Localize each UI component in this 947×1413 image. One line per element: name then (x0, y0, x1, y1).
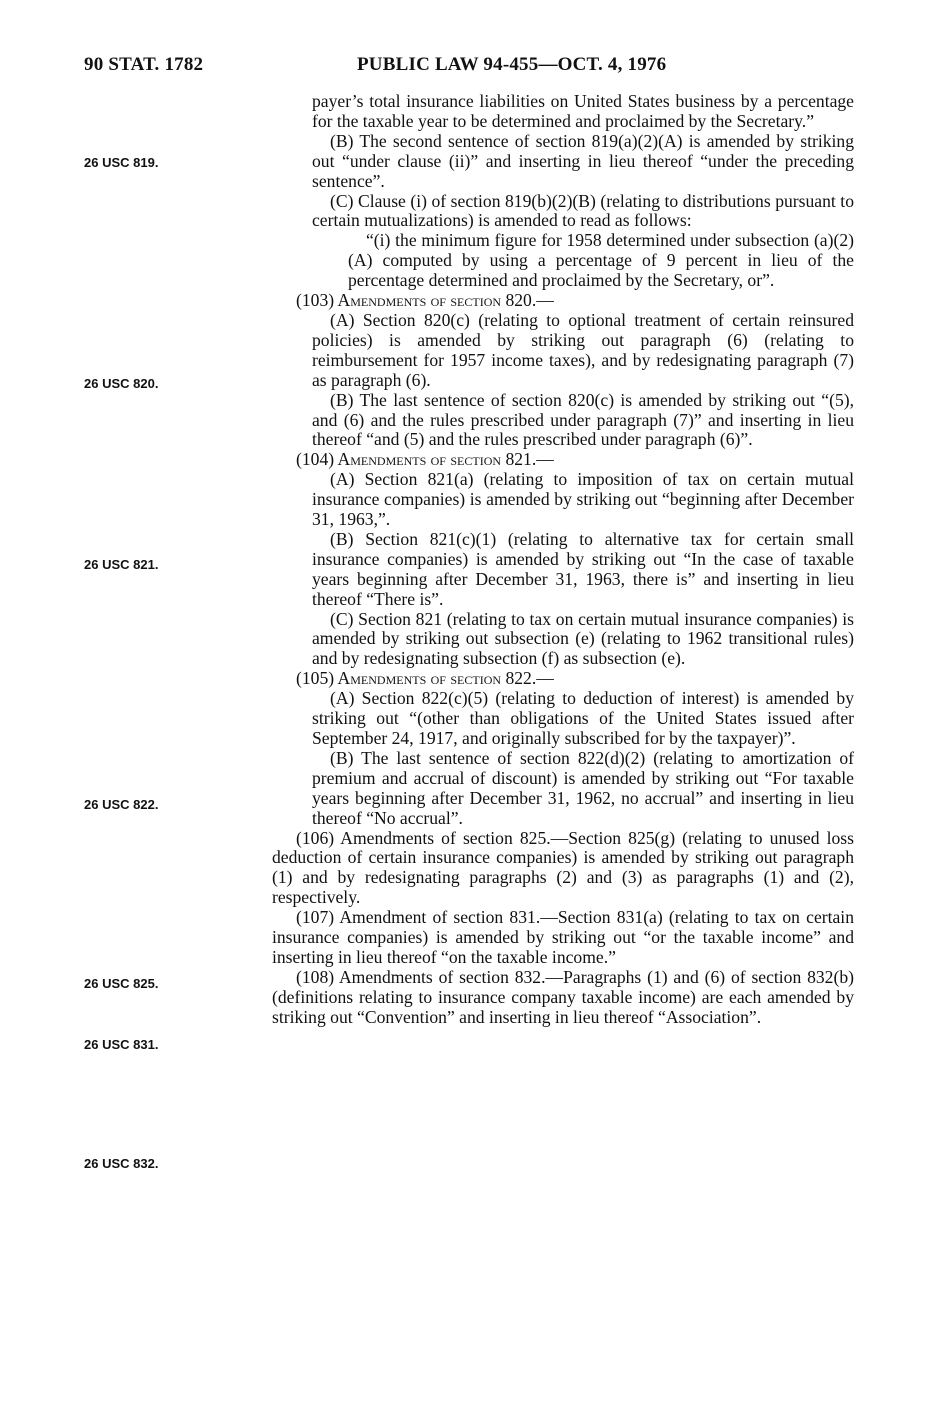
heading-105: (105) Amendments of section 822.— (296, 668, 554, 689)
paragraph-103-a: (A) Section 820(c) (relating to optional treatment of certain reinsured policies) is amended by striking out paragraph (6) (relating to reimbursement for 1957 income taxes), and by redesignating paragraph (7) as paragraph (6). (312, 309, 854, 390)
margin-citation-821: 26 USC 821. (84, 557, 159, 572)
paragraph-108: (108) Amendments of section 832.—Paragraphs (1) and (6) of section 832(b) (definitions relating to insurance company taxable income) are each amended by striking out “Convention” and inserting in lieu thereof “Association”. (272, 966, 854, 1027)
heading-103: (103) Amendments of section 820.— (296, 290, 554, 311)
paragraph-104-c: (C) Section 821 (relating to tax on certain mutual insurance companies) is amended by striking out subsection (e) (relating to 1962 transitional rules) and by redesignating subsection (f) as subsection (e). (312, 608, 854, 669)
paragraph-102-b: (B) The second sentence of section 819(a)(2)(A) is amended by striking out “under clause (ii)” and inserting in lieu thereof “under the preceding sentence”. (312, 130, 854, 191)
margin-citation-820: 26 USC 820. (84, 376, 159, 391)
margin-citation-831: 26 USC 831. (84, 1037, 159, 1052)
statute-page-number: 90 STAT. 1782 (84, 54, 204, 75)
paragraph-102-c: (C) Clause (i) of section 819(b)(2)(B) (relating to distributions pursuant to certain mutualizations) is amended to read as follows: (312, 190, 854, 231)
running-header: PUBLIC LAW 94-455—OCT. 4, 1976 (357, 54, 667, 75)
paragraph-105-a: (A) Section 822(c)(5) (relating to deduction of interest) is amended by striking out “(other than obligations of the United States issued after September 24, 1917, and originally subscribed for by the taxpayer)”. (312, 688, 854, 748)
statute-body (272, 92, 854, 1028)
heading-104: (104) Amendments of section 821.— (296, 449, 554, 470)
paragraph-107: (107) Amendment of section 831.—Section 831(a) (relating to tax on certain insurance companies) is amended by striking out “or the taxable income” and inserting in lieu thereof “on the taxable income.” (272, 907, 854, 967)
paragraph-continued: payer’s total insurance liabilities on United States business by a percentage for the taxable year to be determined and proclaimed by the Secretary.” (312, 91, 854, 131)
quoted-clause-i: “(i) the minimum figure for 1958 determined under subsection (a)(2)(A) computed by using a percentage of 9 percent in lieu of the percentage determined and proclaimed by the Secretary, or”. (348, 230, 854, 291)
paragraph-106: (106) Amendments of section 825.—Section 825(g) (relating to unused loss deduction of certain insurance companies) is amended by striking out paragraph (1) and by redesignating paragraphs (2) and (3) as paragraphs (1) and (2), respectively. (272, 827, 854, 908)
margin-citation-822: 26 USC 822. (84, 797, 159, 812)
paragraph-104-b: (B) Section 821(c)(1) (relating to alternative tax for certain small insurance companies) is amended by striking out “In the case of taxable years beginning after December 31, 1963, there is” and inserting in lieu thereof “There is”. (312, 528, 854, 609)
margin-citation-832: 26 USC 832. (84, 1156, 159, 1171)
margin-citation-819: 26 USC 819. (84, 155, 159, 170)
margin-citation-825: 26 USC 825. (84, 976, 159, 991)
paragraph-104-a: (A) Section 821(a) (relating to imposition of tax on certain mutual insurance companies) is amended by striking out “beginning after December 31, 1963,”. (312, 469, 854, 530)
paragraph-105-b: (B) The last sentence of section 822(d)(2) (relating to amortization of premium and accrual of discount) is amended by striking out “For taxable years beginning after December 31, 1962, no accrual” and inserting in lieu thereof “No accrual”. (312, 747, 854, 828)
paragraph-103-b: (B) The last sentence of section 820(c) is amended by striking out “(5), and (6) and the rules prescribed under paragraph (7)” and inserting in lieu thereof “and (5) and the rules prescribed under paragraph (6)”. (312, 389, 854, 450)
